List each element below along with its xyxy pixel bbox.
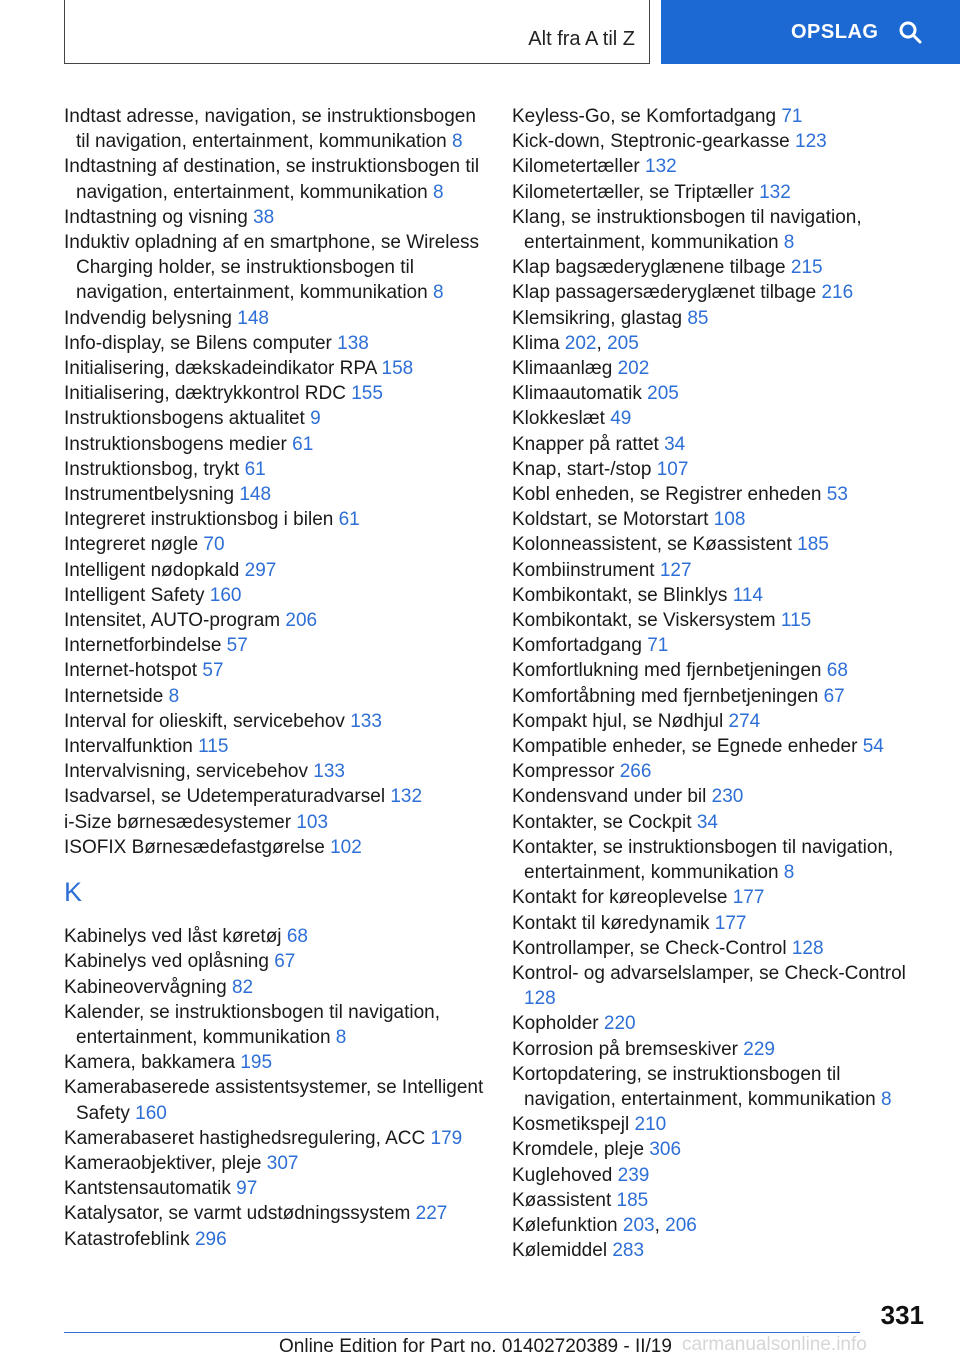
page-link[interactable]: 97 <box>236 1178 258 1200</box>
index-term: Kilometertæller, se Triptæller <box>512 181 754 203</box>
page-link[interactable]: 160 <box>135 1102 167 1124</box>
index-entry <box>64 924 484 949</box>
index-entry <box>512 306 932 331</box>
search-button[interactable] <box>661 0 960 64</box>
index-entry <box>512 961 932 1011</box>
page-link[interactable]: 82 <box>231 976 254 998</box>
index-term: Instruktionsbog, trykt <box>64 458 240 480</box>
index-term: Kobl enheden, se Registrer enheden <box>512 484 822 506</box>
index-entry <box>64 1227 484 1252</box>
index-entry <box>64 709 484 734</box>
index-entry <box>512 1238 932 1263</box>
index-term: Kick-down, Steptronic-gearkasse <box>512 131 790 153</box>
header-title: Alt fra A til Z <box>528 28 635 50</box>
index-term: Kamerabaseret hastighedsregulering, ACC <box>64 1127 426 1149</box>
watermark: carmanualsonline.info <box>682 1334 867 1355</box>
index-term: Instruktionsbogens aktualitet <box>64 408 305 430</box>
index-entry <box>64 406 484 431</box>
page-link[interactable]: 132 <box>645 156 677 178</box>
page-link[interactable]: 108 <box>713 509 746 531</box>
page-link[interactable]: 70 <box>203 534 225 556</box>
page-link[interactable]: 215 <box>790 257 823 279</box>
page-link[interactable]: 127 <box>659 559 692 581</box>
index-entry <box>512 507 932 532</box>
index-term: Klemsikring, glastag <box>512 307 683 329</box>
index-entry <box>64 734 484 759</box>
page-link[interactable]: 38 <box>253 206 275 228</box>
index-entry <box>64 658 484 683</box>
index-term: Kombiinstrument <box>512 559 655 581</box>
page-link[interactable]: 8 <box>335 1026 347 1048</box>
index-entry <box>512 1011 932 1036</box>
page-link[interactable]: 61 <box>244 458 266 480</box>
section-letter: K <box>64 877 83 908</box>
index-entry <box>64 306 484 331</box>
index-term: Kabinelys ved oplåsning <box>64 951 269 973</box>
page-link[interactable]: 306 <box>649 1139 682 1161</box>
index-entry <box>512 532 932 557</box>
search-button-label: OPSLAG <box>791 20 879 43</box>
index-term: Kondensvand under bil <box>512 786 707 808</box>
page-link[interactable]: 8 <box>432 181 444 203</box>
page-link[interactable]: 210 <box>634 1114 667 1136</box>
page-link[interactable]: 177 <box>732 887 765 909</box>
index-term: Klap passagersæderyglænet tilbage <box>512 282 817 304</box>
index-entry <box>64 356 484 381</box>
page-link[interactable]: 132 <box>759 181 791 203</box>
index-term: Kamerabaserede assistentsystemer, se Intelligent Safety <box>64 1077 484 1124</box>
index-term: Kompressor <box>512 761 615 783</box>
index-term: Integreret nøgle <box>64 534 199 556</box>
index-entry <box>512 583 932 608</box>
index-term: Kosmetikspejl <box>512 1114 630 1136</box>
index-term: Intervalvisning, servicebehov <box>64 761 308 783</box>
page-number: 331 <box>880 1300 924 1330</box>
index-entry <box>512 1137 932 1162</box>
index-term: Kabineovervågning <box>64 976 227 998</box>
page-link[interactable]: 103 <box>296 811 329 833</box>
index-term: Kombikontakt, se Blinklys <box>512 584 728 606</box>
page-link[interactable]: 177 <box>714 912 747 934</box>
page-link[interactable]: 54 <box>862 736 884 758</box>
index-entry <box>64 104 484 154</box>
page-link[interactable]: 297 <box>244 559 277 581</box>
index-entry <box>512 381 932 406</box>
page-link[interactable]: 185 <box>616 1189 649 1211</box>
page-link[interactable]: 227 <box>415 1203 448 1225</box>
index-term: Internet-hotspot <box>64 660 198 682</box>
page-link[interactable]: 274 <box>728 710 761 732</box>
index-entry <box>64 1075 484 1125</box>
page-link[interactable]: 53 <box>826 484 848 506</box>
index-entry <box>512 406 932 431</box>
index-term: Kombikontakt, se Viskersystem <box>512 610 776 632</box>
page-link[interactable]: 85 <box>687 307 709 329</box>
index-entry <box>512 558 932 583</box>
page-link[interactable]: 8 <box>783 862 795 884</box>
index-term: Internetside <box>64 685 164 707</box>
page-link[interactable]: 206 <box>665 1214 697 1236</box>
index-term: Klimaautomatik <box>512 383 642 405</box>
page-link[interactable]: 205 <box>647 383 679 405</box>
index-entry <box>512 180 932 205</box>
index-entry <box>64 633 484 658</box>
index-term: Kantstensautomatik <box>64 1178 231 1200</box>
index-term: Katastrofeblink <box>64 1228 190 1250</box>
page-link[interactable]: 138 <box>337 332 369 354</box>
index-term: Kromdele, pleje <box>512 1139 645 1161</box>
index-term: Klokkeslæt <box>512 408 605 430</box>
index-entry <box>512 633 932 658</box>
index-term: Kamera, bakkamera <box>64 1052 236 1074</box>
page-link[interactable]: 107 <box>656 458 689 480</box>
index-term: Koldstart, se Motorstart <box>512 509 709 531</box>
index-term: Info-display, se Bilens computer <box>64 332 332 354</box>
page-link[interactable]: 123 <box>795 131 827 153</box>
index-term: Klang, se instruktionsbogen til navigation, entertainment, kommunikation <box>512 206 862 254</box>
index-entry <box>512 1188 932 1213</box>
index-term: Komfortadgang <box>512 635 642 657</box>
index-entry <box>64 457 484 482</box>
index-entry <box>64 810 484 835</box>
page-link[interactable]: 307 <box>266 1152 299 1174</box>
page-link[interactable]: 34 <box>664 433 686 455</box>
page-link[interactable]: 148 <box>239 484 272 506</box>
page-link[interactable]: 155 <box>351 383 383 405</box>
index-term: Kalender, se instruktionsbogen til navigation, entertainment, kommunikation <box>64 1001 441 1048</box>
page-link[interactable]: 185 <box>797 534 829 556</box>
index-entry <box>512 154 932 179</box>
page-link[interactable]: 203 <box>622 1214 655 1236</box>
page-link[interactable]: 133 <box>350 710 382 732</box>
search-icon <box>898 20 922 44</box>
index-term: Instrumentbelysning <box>64 484 235 506</box>
index-entry <box>512 432 932 457</box>
index-term: Kortopdatering, se instruktionsbogen til navigation, entertainment, kommunikation <box>512 1063 876 1110</box>
index-entry <box>512 280 932 305</box>
index-entry <box>512 709 932 734</box>
index-column-right <box>512 104 932 1263</box>
index-entry <box>64 784 484 809</box>
index-entry <box>64 835 484 860</box>
index-entry <box>64 432 484 457</box>
index-entry <box>512 104 932 129</box>
index-entry <box>64 482 484 507</box>
page-link[interactable]: 202 <box>617 358 650 380</box>
index-term: Kølefunktion <box>512 1214 618 1236</box>
page-link[interactable]: 230 <box>711 786 744 808</box>
index-entry <box>512 759 932 784</box>
index-term: Kontrol- og advarselslamper, se Check-Control <box>512 962 906 984</box>
index-term: Instruktionsbogens medier <box>64 433 287 455</box>
index-entry <box>512 658 932 683</box>
index-term: Kompatible enheder, se Egnede enheder <box>512 736 858 758</box>
page-link[interactable]: 195 <box>240 1052 273 1074</box>
page-link[interactable]: 216 <box>821 282 854 304</box>
page-link[interactable]: 158 <box>381 358 414 380</box>
index-entry <box>512 1037 932 1062</box>
index-entry <box>64 507 484 532</box>
index-term: Induktiv opladning af en smartphone, se Wireless Charging holder, se instruktionsbogen til navigation, entertainment, kommunikation <box>64 232 480 304</box>
index-term: Kuglehoved <box>512 1164 613 1186</box>
index-entry <box>64 684 484 709</box>
index-term: Kølemiddel <box>512 1240 608 1262</box>
index-entry <box>64 975 484 1000</box>
page-link[interactable]: 57 <box>202 660 224 682</box>
index-term: Køassistent <box>512 1189 612 1211</box>
index-term: Kontakter, se instruktionsbogen til navigation, entertainment, kommunikation <box>512 836 894 884</box>
index-entry <box>512 784 932 809</box>
page-link[interactable]: 34 <box>696 811 718 833</box>
page-link[interactable]: 202 <box>564 332 597 354</box>
index-term: Kontakt til køredynamik <box>512 912 710 934</box>
index-entry <box>64 583 484 608</box>
index-entry <box>512 911 932 936</box>
index-entry <box>512 255 932 280</box>
index-term: Initialisering, dækskadeindikator RPA <box>64 358 377 380</box>
index-term: Intelligent Safety <box>64 584 205 606</box>
index-term: Keyless-Go, se Komfortadgang <box>512 106 777 127</box>
page-link[interactable]: 114 <box>732 584 763 606</box>
page-link[interactable]: 68 <box>286 926 308 948</box>
index-entry <box>64 1050 484 1075</box>
page-link[interactable]: 67 <box>274 951 296 973</box>
index-term: Knapper på rattet <box>512 433 659 455</box>
index-term: ISOFIX Børnesædefastgørelse <box>64 836 325 858</box>
page-link[interactable]: 148 <box>237 307 269 329</box>
index-term: Initialisering, dæktrykkontrol RDC <box>64 383 346 405</box>
page-link[interactable]: 8 <box>168 685 180 707</box>
index-term: Korrosion på bremseskiver <box>512 1038 738 1060</box>
page-link[interactable]: 61 <box>338 509 360 531</box>
index-entry <box>512 457 932 482</box>
index-entry <box>64 1176 484 1201</box>
index-entry <box>64 331 484 356</box>
index-entry <box>512 1112 932 1137</box>
index-entry <box>64 154 484 204</box>
page-link[interactable]: 8 <box>451 131 463 153</box>
page-link[interactable]: 71 <box>647 635 669 657</box>
index-term: Katalysator, se varmt udstødningssystem <box>64 1203 411 1225</box>
index-entry <box>512 608 932 633</box>
index-term: Intelligent nødopkald <box>64 559 240 581</box>
index-entry <box>512 936 932 961</box>
index-term: Isadvarsel, se Udetemperaturadvarsel <box>64 786 386 808</box>
index-term: Kompakt hjul, se Nødhjul <box>512 710 724 732</box>
index-term: Kameraobjektiver, pleje <box>64 1152 262 1174</box>
page-link[interactable]: 128 <box>524 988 556 1010</box>
index-term: Kontrollamper, se Check-Control <box>512 937 787 959</box>
header-tab <box>64 0 650 64</box>
index-entry <box>64 1126 484 1151</box>
page-link[interactable]: 67 <box>823 685 845 707</box>
index-term: i-Size børnesædesystemer <box>64 811 292 833</box>
index-entry <box>512 810 932 835</box>
page-link[interactable]: 132 <box>390 786 423 808</box>
index-entry <box>512 482 932 507</box>
page-link[interactable]: 8 <box>783 232 795 254</box>
index-term: Integreret instruktionsbog i bilen <box>64 509 334 531</box>
page-link[interactable]: 61 <box>292 433 314 455</box>
index-term: Indtast adresse, navigation, se instruktionsbogen til navigation, entertainment, kommunikation <box>64 106 476 153</box>
index-term: Intervalfunktion <box>64 736 193 758</box>
index-term: Kopholder <box>512 1013 599 1035</box>
index-term: Kabinelys ved låst køretøj <box>64 926 282 948</box>
index-entry <box>512 684 932 709</box>
index-entry <box>512 835 932 885</box>
index-term: Indtastning og visning <box>64 206 248 228</box>
index-entry <box>512 1163 932 1188</box>
index-entry <box>64 1201 484 1226</box>
index-entry <box>512 734 932 759</box>
page-link[interactable]: 133 <box>313 761 345 783</box>
footer-edition: Online Edition for Part no. 01402720389 - II/19 <box>279 1336 672 1357</box>
page-link[interactable]: 229 <box>743 1038 775 1060</box>
index-term: Kontakter, se Cockpit <box>512 811 692 833</box>
index-term: Intensitet, AUTO-program <box>64 610 281 632</box>
page-link[interactable]: 8 <box>880 1088 892 1110</box>
page-link[interactable]: 283 <box>612 1240 645 1262</box>
index-entry <box>64 532 484 557</box>
index-term: Kilometertæller <box>512 156 640 178</box>
index-entry: Klima 202, 205 <box>512 332 639 354</box>
page-link[interactable]: 102 <box>330 836 362 858</box>
index-entry <box>64 558 484 583</box>
index-entry <box>64 1000 484 1050</box>
index-entry <box>512 129 932 154</box>
page-link[interactable]: 160 <box>209 584 242 606</box>
page-link[interactable]: 8 <box>432 282 444 304</box>
index-entry <box>512 885 932 910</box>
index-term: Knap, start-/stop <box>512 458 652 480</box>
index-term: Klimaanlæg <box>512 358 613 380</box>
page-link[interactable]: 266 <box>619 761 652 783</box>
page-link[interactable]: 220 <box>603 1013 636 1035</box>
page-link[interactable]: 9 <box>310 408 321 430</box>
page-link[interactable]: 68 <box>826 660 848 682</box>
index-entry <box>64 1151 484 1176</box>
index-entry <box>64 381 484 406</box>
page-link[interactable]: 206 <box>285 610 318 632</box>
page-link[interactable]: 205 <box>607 332 639 354</box>
index-term: Internetforbindelse <box>64 635 222 657</box>
page-link[interactable]: 296 <box>194 1228 227 1250</box>
page-link[interactable]: 115 <box>780 610 812 632</box>
index-term: Indvendig belysning <box>64 307 232 329</box>
index-entry <box>64 759 484 784</box>
page-link[interactable]: 71 <box>781 106 803 127</box>
index-term: Kontakt for køreoplevelse <box>512 887 728 909</box>
index-term: Kolonneassistent, se Køassistent <box>512 534 792 556</box>
index-entry <box>512 1062 932 1112</box>
page-link[interactable]: 128 <box>791 937 824 959</box>
index-entry <box>512 205 932 255</box>
index-entry <box>64 949 484 974</box>
index-term: Komfortåbning med fjernbetjeningen <box>512 685 819 707</box>
index-term: Klima <box>512 332 560 354</box>
index-entry <box>64 205 484 230</box>
page-link[interactable]: 115 <box>198 736 229 758</box>
index-entry <box>512 356 932 381</box>
page-link[interactable]: 57 <box>226 635 248 657</box>
page-link[interactable]: 179 <box>430 1127 463 1149</box>
index-column-left <box>64 104 484 1252</box>
index-entry <box>64 230 484 306</box>
index-term: Komfortlukning med fjernbetjeningen <box>512 660 822 682</box>
index-entry <box>64 608 484 633</box>
index-term: Indtastning af destination, se instruktionsbogen til navigation, entertainment, kommunikation <box>64 156 480 203</box>
page-link[interactable]: 49 <box>610 408 632 430</box>
index-term: Klap bagsæderyglænene tilbage <box>512 257 786 279</box>
footer-divider <box>64 1332 860 1333</box>
page-link[interactable]: 239 <box>617 1164 650 1186</box>
index-entry: Kølefunktion 203, 206 <box>512 1214 697 1236</box>
index-term: Interval for olieskift, servicebehov <box>64 710 345 732</box>
